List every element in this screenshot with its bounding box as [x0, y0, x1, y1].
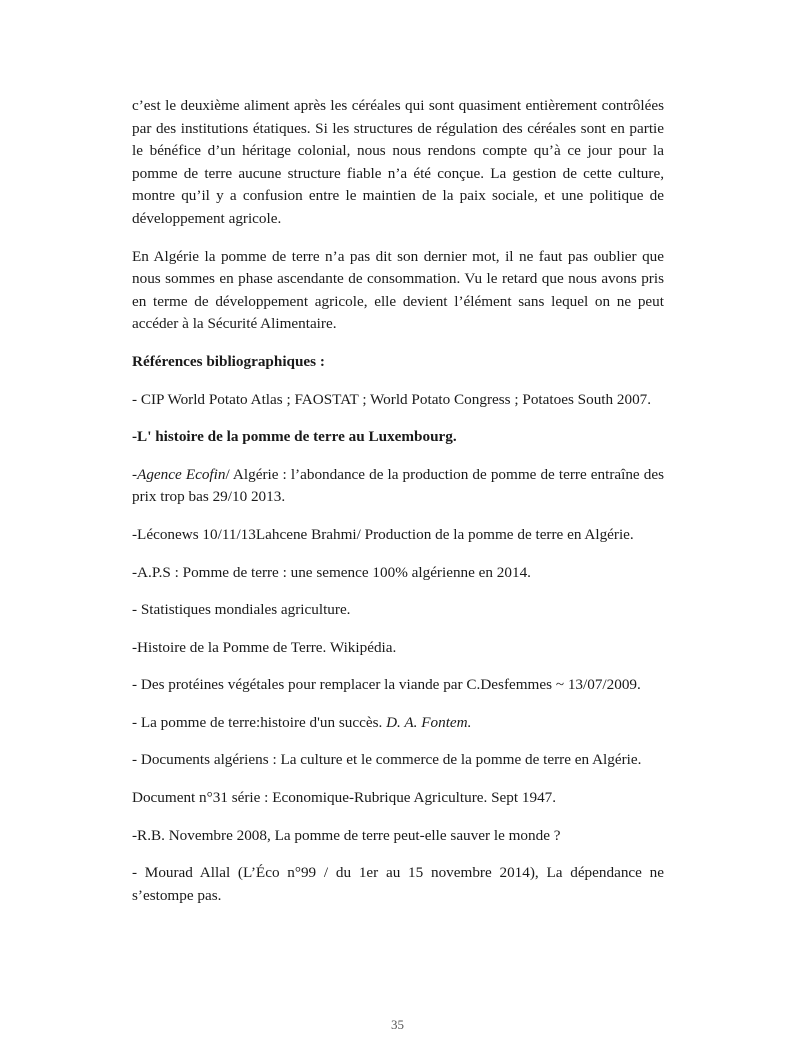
reference-text: / Algérie : l’abondance de la production de pomme de terre entraîne des prix trop bas 29/10 2013.: [132, 465, 664, 506]
reference-prefix: -: [132, 465, 138, 483]
reference-item: - Documents algériens : La culture et le commerce de la pomme de terre en Algérie.: [132, 751, 642, 769]
reference-item: -A.P.S : Pomme de terre : une semence 100% algérienne en 2014.: [132, 563, 531, 581]
reference-item: -L' histoire de la pomme de terre au Luxembourg.: [132, 428, 457, 446]
reference-item: - CIP World Potato Atlas ; FAOSTAT ; World Potato Congress ; Potatoes South 2007.: [132, 390, 652, 408]
page-number: 35: [391, 1017, 404, 1032]
reference-item: -Léconews 10/11/13Lahcene Brahmi/ Production de la pomme de terre en Algérie.: [132, 525, 634, 543]
reference-item: [132, 712, 664, 735]
reference-item: -Histoire de la Pomme de Terre. Wikipédia.: [132, 638, 397, 656]
reference-item: [132, 464, 664, 509]
body-paragraph-2: En Algérie la pomme de terre n’a pas dit son dernier mot, il ne faut pas oublier que nous sommes en phase ascendante de consommation. Vu le retard que nous avons pris en terme de développement agricole, elle devient l’élément sans lequel on ne peut accéder à la Sécurité Alimentaire.: [132, 247, 664, 333]
reference-item: -R.B. Novembre 2008, La pomme de terre peut-elle sauver le monde ?: [132, 826, 561, 844]
reference-item: - Des protéines végétales pour remplacer la viande par C.Desfemmes ~ 13/07/2009.: [132, 676, 641, 694]
document-page: [132, 95, 664, 922]
reference-item: - Statistiques mondiales agriculture.: [132, 601, 351, 619]
reference-source-italic: Agence Ecofin: [137, 465, 226, 483]
reference-text: - La pomme de terre:histoire d'un succès.: [132, 713, 383, 731]
reference-item: - Mourad Allal (L’Éco n°99 / du 1er au 15 novembre 2014), La dépendance ne s’estompe pas.: [132, 864, 664, 904]
references-heading: Références bibliographiques :: [132, 352, 325, 370]
reference-author-italic: D. A. Fontem.: [386, 713, 472, 731]
body-paragraph-1: c’est le deuxième aliment après les céréales qui sont quasiment entièrement contrôlées par des institutions étatiques. Si les structures de régulation des céréales sont en partie le bénéfice d’un héritage colonial, nous nous rendons compte qu’à ce jour pour la pomme de terre aucune structure fiable n’a été conçue. La gestion de cette culture, montre qu’il y a confusion entre le maintien de la paix sociale, et une politique de développement agricole.: [132, 97, 664, 227]
reference-item: Document n°31 série : Economique-Rubrique Agriculture. Sept 1947.: [132, 789, 557, 807]
